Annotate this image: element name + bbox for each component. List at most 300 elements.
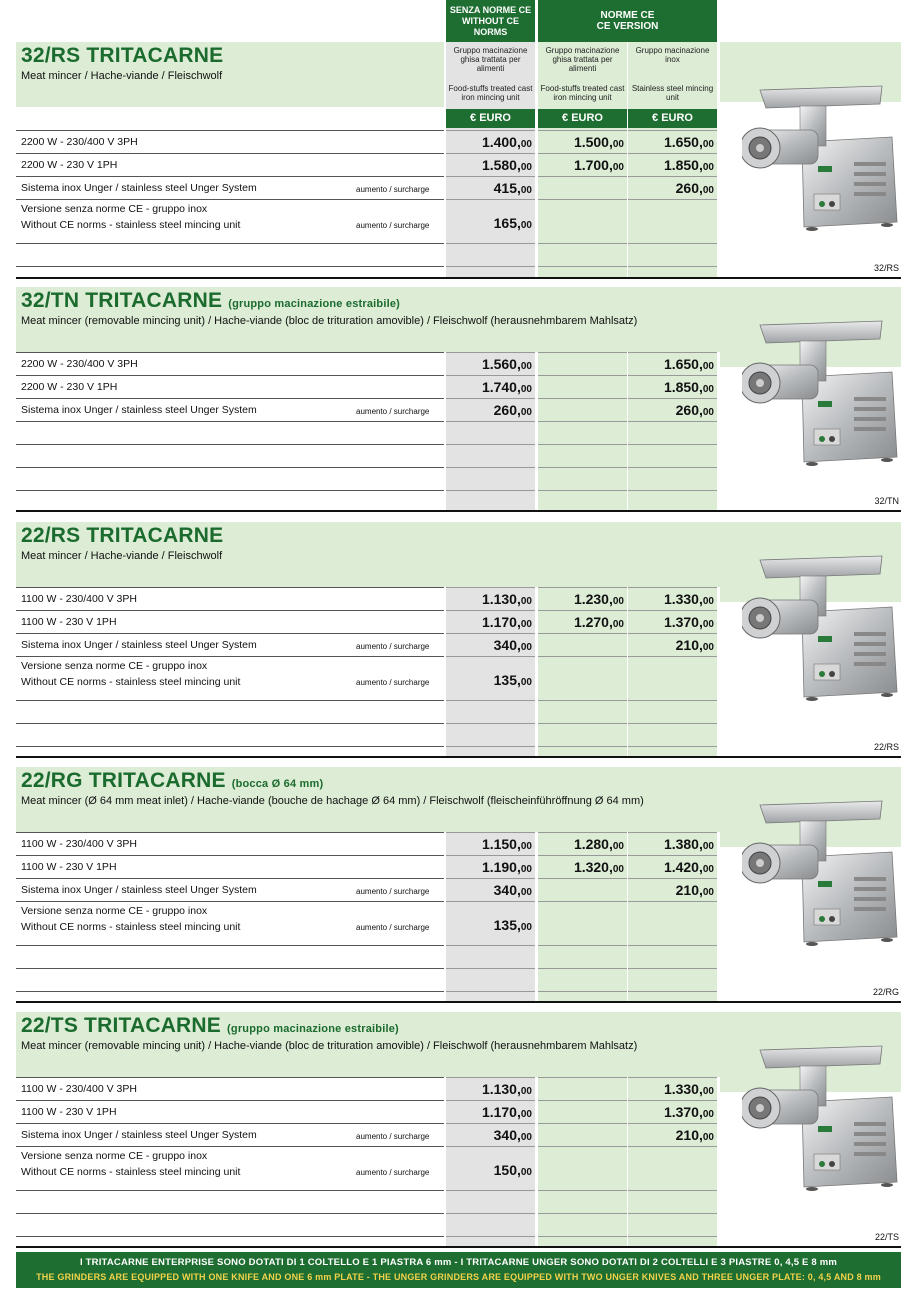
row-divider [446, 901, 535, 902]
product-image [742, 552, 902, 702]
price-cell-1 [446, 672, 532, 688]
row-divider [446, 153, 535, 154]
row-label: 2200 W - 230/400 V 3PH [21, 358, 138, 370]
price-cell-2 [538, 859, 624, 875]
row-divider [16, 723, 444, 724]
row-divider [538, 398, 627, 399]
section-title [21, 524, 223, 548]
price-cents: 00 [702, 596, 714, 607]
price-cents: 00 [702, 185, 714, 196]
footer-line-1: I TRITACARNE ENTERPRISE SONO DOTATI DI 1 COLTELLO E 1 PIASTRA 6 mm - I TRITACARNE UNGER SONO DOTATI DI 2 COLTELLI E 3 PIASTRE 0, 4,5 E 8 mm [79, 1257, 838, 1268]
price-comma: , [698, 1081, 703, 1097]
row-divider [446, 746, 535, 747]
price-value: 260 [493, 402, 517, 418]
row-divider [538, 490, 627, 491]
row-label: Sistema inox Unger / stainless steel Unger System [21, 404, 257, 416]
row-divider [446, 1236, 535, 1237]
price-cell-1 [446, 1104, 532, 1120]
price-column-3 [628, 1077, 717, 1246]
section-separator [16, 1001, 901, 1003]
price-comma: , [698, 591, 703, 607]
meat-mincer-image [742, 552, 902, 702]
price-cents: 00 [612, 619, 624, 630]
price-cell-3 [628, 836, 714, 852]
row-divider [538, 832, 627, 833]
row-label: Sistema inox Unger / stainless steel Unger System [21, 1129, 257, 1141]
row-divider [446, 610, 535, 611]
price-value: 1.280 [573, 836, 609, 852]
row-label: 2200 W - 230 V 1PH [21, 159, 118, 171]
price-cents: 00 [702, 1109, 714, 1120]
row-divider [628, 421, 717, 422]
price-value: 1.150 [481, 836, 517, 852]
row-divider [538, 243, 627, 244]
price-comma: , [698, 836, 703, 852]
row-label: 1100 W - 230 V 1PH [21, 1106, 117, 1118]
price-cell-1 [446, 356, 532, 372]
price-column-3 [628, 832, 717, 1001]
price-value: 1.420 [663, 859, 699, 875]
row-divider [16, 945, 444, 946]
row-label-2: Without CE norms - stainless steel mincing unit [21, 921, 241, 933]
section-subtitle: Meat mincer / Hache-viande / Fleischwolf [21, 70, 223, 82]
row-divider [628, 1077, 717, 1078]
price-value: 260 [675, 180, 699, 196]
row-divider [16, 1100, 444, 1101]
price-cell-1 [446, 591, 532, 607]
section-title-main: 22/RG TRITACARNE [21, 769, 226, 792]
row-label: Versione senza norme CE - gruppo inox [21, 905, 208, 917]
col23-header [538, 0, 717, 42]
row-divider [16, 878, 444, 879]
price-cell-3 [628, 180, 714, 196]
col1-header [446, 0, 535, 42]
price-cell-3 [628, 379, 714, 395]
price-comma: , [608, 614, 613, 630]
row-divider [538, 656, 627, 657]
row-divider [628, 991, 717, 992]
price-cell-3 [628, 356, 714, 372]
row-divider [16, 587, 444, 588]
row-divider [628, 1123, 717, 1124]
row-divider [446, 700, 535, 701]
price-comma: , [516, 917, 521, 933]
price-value: 1.380 [663, 836, 699, 852]
price-comma: , [516, 637, 521, 653]
price-value: 135 [493, 917, 517, 933]
row-divider [628, 352, 717, 353]
price-cents: 00 [702, 162, 714, 173]
section-title [21, 44, 223, 68]
price-cell-1 [446, 917, 532, 933]
price-cents: 00 [612, 139, 624, 150]
price-cell-3 [628, 157, 714, 173]
price-cell-3 [628, 134, 714, 150]
section-separator [16, 277, 901, 279]
section-separator [16, 510, 901, 512]
price-cents: 00 [520, 185, 532, 196]
price-value: 1.330 [663, 1081, 699, 1097]
section-subtitle: Meat mincer / Hache-viande / Fleischwolf [21, 550, 223, 562]
price-cents: 00 [702, 139, 714, 150]
price-value: 1.130 [481, 591, 517, 607]
row-divider [16, 199, 444, 200]
row-divider [538, 991, 627, 992]
row-label: 2200 W - 230/400 V 3PH [21, 136, 138, 148]
row-divider [538, 855, 627, 856]
col23-header-b: CE VERSION [596, 21, 659, 32]
row-divider [538, 130, 627, 131]
col1-header-a: SENZA NORME CE [449, 4, 532, 15]
price-cell-1 [446, 1127, 532, 1143]
row-divider [538, 700, 627, 701]
row-divider [16, 746, 444, 747]
price-cell-2 [538, 134, 624, 150]
price-cents: 00 [702, 841, 714, 852]
price-cents: 00 [612, 162, 624, 173]
price-cell-1 [446, 157, 532, 173]
row-divider [446, 832, 535, 833]
row-label-2: Without CE norms - stainless steel mincing unit [21, 1166, 241, 1178]
price-cell-1 [446, 402, 532, 418]
price-cents: 00 [520, 596, 532, 607]
price-cell-1 [446, 379, 532, 395]
price-value: 1.230 [573, 591, 609, 607]
row-divider [538, 633, 627, 634]
row-divider [16, 398, 444, 399]
row-divider [16, 375, 444, 376]
row-divider [446, 633, 535, 634]
section-title-note: (bocca Ø 64 mm) [231, 778, 324, 790]
row-label: 2200 W - 230 V 1PH [21, 381, 118, 393]
row-divider [16, 991, 444, 992]
row-divider [446, 421, 535, 422]
price-comma: , [608, 836, 613, 852]
price-cents: 00 [612, 841, 624, 852]
row-divider [538, 467, 627, 468]
row-divider [446, 656, 535, 657]
price-cents: 00 [520, 407, 532, 418]
row-divider [446, 1123, 535, 1124]
price-comma: , [516, 402, 521, 418]
surcharge-label: aumento / surcharge [356, 1132, 430, 1141]
price-cents: 00 [702, 1132, 714, 1143]
row-divider [446, 398, 535, 399]
row-divider [628, 199, 717, 200]
row-divider [446, 130, 535, 131]
price-column-2 [538, 1077, 627, 1246]
price-cell-1 [446, 637, 532, 653]
price-value: 210 [675, 882, 699, 898]
row-divider [628, 832, 717, 833]
price-value: 1.740 [481, 379, 517, 395]
row-divider [538, 176, 627, 177]
price-cell-2 [538, 591, 624, 607]
price-comma: , [516, 180, 521, 196]
price-value: 1.700 [573, 157, 609, 173]
row-divider [538, 1146, 627, 1147]
row-divider [538, 1213, 627, 1214]
surcharge-label: aumento / surcharge [356, 1168, 430, 1177]
price-cents: 00 [702, 384, 714, 395]
product-caption: 32/RS [873, 263, 899, 273]
price-comma: , [516, 836, 521, 852]
row-divider [446, 991, 535, 992]
col1-header-b: WITHOUT CE NORMS [462, 15, 519, 37]
footer-line-2: THE GRINDERS ARE EQUIPPED WITH ONE KNIFE AND ONE 6 mm PLATE - THE UNGER GRINDERS ARE EQUIPPED WITH TWO UNGER KNIVES AND THREE UNGER PLATE: 0, 4,5 AND 8 mm [36, 1272, 881, 1282]
row-divider [446, 1213, 535, 1214]
price-cell-3 [628, 591, 714, 607]
price-cell-3 [628, 1127, 714, 1143]
price-cents: 00 [520, 1086, 532, 1097]
col3-desc-en: Stainless steel mincing unit [631, 84, 714, 102]
price-cents: 00 [520, 220, 532, 231]
price-value: 1.560 [481, 356, 517, 372]
section-subtitle: Meat mincer (Ø 64 mm meat inlet) / Hache-viande (bouche de hachage Ø 64 mm) / Fleischwolf (fleischeinführöffnung Ø 64 mm) [21, 795, 644, 807]
price-cell-2 [538, 836, 624, 852]
row-label: Sistema inox Unger / stainless steel Unger System [21, 639, 257, 651]
price-column-3 [628, 587, 717, 756]
row-divider [16, 153, 444, 154]
price-cents: 00 [702, 407, 714, 418]
price-value: 210 [675, 1127, 699, 1143]
price-comma: , [516, 379, 521, 395]
price-cell-3 [628, 614, 714, 630]
price-cents: 00 [520, 139, 532, 150]
row-divider [538, 1123, 627, 1124]
price-column-2 [538, 832, 627, 1001]
row-divider [16, 352, 444, 353]
surcharge-label: aumento / surcharge [356, 678, 430, 687]
price-cents: 00 [702, 887, 714, 898]
row-divider [446, 1100, 535, 1101]
row-divider [538, 1100, 627, 1101]
meat-mincer-image [742, 82, 902, 232]
surcharge-label: aumento / surcharge [356, 642, 430, 651]
row-divider [538, 746, 627, 747]
price-cents: 00 [520, 162, 532, 173]
row-divider [628, 243, 717, 244]
section-subtitle: Meat mincer (removable mincing unit) / Hache-viande (bloc de trituration amovible) / Fleischwolf (herausnehmbarem Mahlsatz) [21, 1040, 638, 1052]
price-value: 1.580 [481, 157, 517, 173]
price-value: 210 [675, 637, 699, 653]
price-value: 1.650 [663, 134, 699, 150]
col2-desc-it: Gruppo macinazione ghisa trattata per alimenti [545, 46, 620, 73]
row-divider [16, 832, 444, 833]
price-comma: , [516, 591, 521, 607]
price-cents: 00 [612, 596, 624, 607]
price-cell-3 [628, 882, 714, 898]
row-divider [628, 855, 717, 856]
row-divider [628, 610, 717, 611]
price-value: 340 [493, 882, 517, 898]
row-divider [628, 723, 717, 724]
price-cents: 00 [520, 361, 532, 372]
price-cell-2 [538, 614, 624, 630]
price-comma: , [608, 157, 613, 173]
price-comma: , [698, 157, 703, 173]
row-divider [538, 968, 627, 969]
product-caption: 32/TN [874, 496, 899, 506]
price-comma: , [516, 1162, 521, 1178]
price-comma: , [608, 134, 613, 150]
price-comma: , [608, 859, 613, 875]
row-divider [628, 700, 717, 701]
row-divider [628, 901, 717, 902]
row-divider [446, 1146, 535, 1147]
row-label: 1100 W - 230/400 V 3PH [21, 1083, 137, 1095]
price-value: 1.500 [573, 134, 609, 150]
row-divider [16, 901, 444, 902]
price-comma: , [516, 1081, 521, 1097]
price-cell-1 [446, 134, 532, 150]
price-value: 1.270 [573, 614, 609, 630]
row-divider [16, 176, 444, 177]
row-divider [538, 610, 627, 611]
row-divider [628, 587, 717, 588]
price-cents: 00 [520, 887, 532, 898]
row-divider [628, 176, 717, 177]
price-cents: 00 [520, 677, 532, 688]
price-cents: 00 [702, 619, 714, 630]
section-separator [16, 1246, 901, 1248]
price-value: 1.400 [481, 134, 517, 150]
row-divider [628, 398, 717, 399]
row-divider [628, 467, 717, 468]
price-value: 1.370 [663, 614, 699, 630]
price-cell-1 [446, 614, 532, 630]
product-image [742, 317, 902, 467]
col1-desc-it: Gruppo macinazione ghisa trattata per alimenti [453, 46, 528, 73]
row-divider [538, 878, 627, 879]
price-comma: , [516, 134, 521, 150]
row-divider [628, 1236, 717, 1237]
meat-mincer-image [742, 797, 902, 947]
row-divider [446, 266, 535, 267]
price-value: 415 [493, 180, 517, 196]
price-comma: , [516, 614, 521, 630]
product-caption: 22/TS [874, 1232, 899, 1242]
col2-desc-en: Food-stuffs treated cast iron mincing unit [540, 84, 625, 102]
row-divider [16, 1190, 444, 1191]
row-divider [538, 375, 627, 376]
price-cents: 00 [520, 1167, 532, 1178]
row-divider [16, 968, 444, 969]
row-divider [16, 855, 444, 856]
price-cell-3 [628, 1104, 714, 1120]
price-comma: , [516, 1104, 521, 1120]
price-comma: , [516, 356, 521, 372]
row-divider [538, 587, 627, 588]
price-value: 1.850 [663, 379, 699, 395]
row-divider [16, 1236, 444, 1237]
product-image [742, 82, 902, 232]
surcharge-label: aumento / surcharge [356, 221, 430, 230]
price-cents: 00 [520, 642, 532, 653]
price-comma: , [698, 882, 703, 898]
price-comma: , [608, 591, 613, 607]
row-divider [446, 375, 535, 376]
row-label: 1100 W - 230/400 V 3PH [21, 838, 137, 850]
row-divider [16, 444, 444, 445]
product-caption: 22/RG [872, 987, 899, 997]
price-cents: 00 [520, 1109, 532, 1120]
price-comma: , [698, 180, 703, 196]
surcharge-label: aumento / surcharge [356, 407, 430, 416]
price-comma: , [698, 1104, 703, 1120]
price-comma: , [516, 672, 521, 688]
row-divider [538, 1236, 627, 1237]
row-divider [446, 467, 535, 468]
row-label-2: Without CE norms - stainless steel mincing unit [21, 219, 241, 231]
row-divider [628, 490, 717, 491]
price-cell-1 [446, 859, 532, 875]
price-comma: , [516, 215, 521, 231]
price-cents: 00 [520, 619, 532, 630]
price-comma: , [516, 882, 521, 898]
row-divider [538, 444, 627, 445]
price-comma: , [698, 1127, 703, 1143]
row-divider [628, 444, 717, 445]
col3-desc-it: Gruppo macinazione inox [635, 46, 710, 64]
section-title-main: 22/TS TRITACARNE [21, 1014, 221, 1037]
section-subtitle: Meat mincer (removable mincing unit) / Hache-viande (bloc de trituration amovible) / Fleischwolf (herausnehmbarem Mahlsatz) [21, 315, 638, 327]
row-divider [16, 1213, 444, 1214]
row-divider [538, 1077, 627, 1078]
section-title-note: (gruppo macinazione estraibile) [227, 1023, 399, 1035]
price-comma: , [698, 402, 703, 418]
row-label: Versione senza norme CE - gruppo inox [21, 660, 208, 672]
row-divider [446, 945, 535, 946]
price-comma: , [698, 859, 703, 875]
price-cents: 00 [520, 922, 532, 933]
row-divider [16, 243, 444, 244]
section-separator [16, 756, 901, 758]
product-caption: 22/RS [873, 742, 899, 752]
row-divider [446, 855, 535, 856]
row-divider [446, 199, 535, 200]
price-value: 1.370 [663, 1104, 699, 1120]
row-divider [446, 243, 535, 244]
price-cell-1 [446, 836, 532, 852]
row-divider [538, 153, 627, 154]
row-divider [538, 901, 627, 902]
price-comma: , [516, 157, 521, 173]
surcharge-label: aumento / surcharge [356, 887, 430, 896]
price-value: 1.170 [481, 1104, 517, 1120]
row-divider [628, 656, 717, 657]
price-value: 1.850 [663, 157, 699, 173]
row-label: Sistema inox Unger / stainless steel Unger System [21, 884, 257, 896]
row-divider [538, 352, 627, 353]
row-divider [538, 421, 627, 422]
row-label: 1100 W - 230/400 V 3PH [21, 593, 137, 605]
row-divider [628, 878, 717, 879]
row-divider [628, 1146, 717, 1147]
euro-label-3: € EURO [628, 109, 717, 128]
row-divider [628, 153, 717, 154]
row-divider [538, 266, 627, 267]
price-cents: 00 [702, 864, 714, 875]
row-divider [16, 490, 444, 491]
surcharge-label: aumento / surcharge [356, 185, 430, 194]
product-image [742, 1042, 902, 1192]
price-cell-3 [628, 1081, 714, 1097]
euro-label-2: € EURO [538, 109, 627, 128]
col23-header-a: NORME CE [600, 10, 655, 21]
price-value: 150 [493, 1162, 517, 1178]
row-label-2: Without CE norms - stainless steel mincing unit [21, 676, 241, 688]
